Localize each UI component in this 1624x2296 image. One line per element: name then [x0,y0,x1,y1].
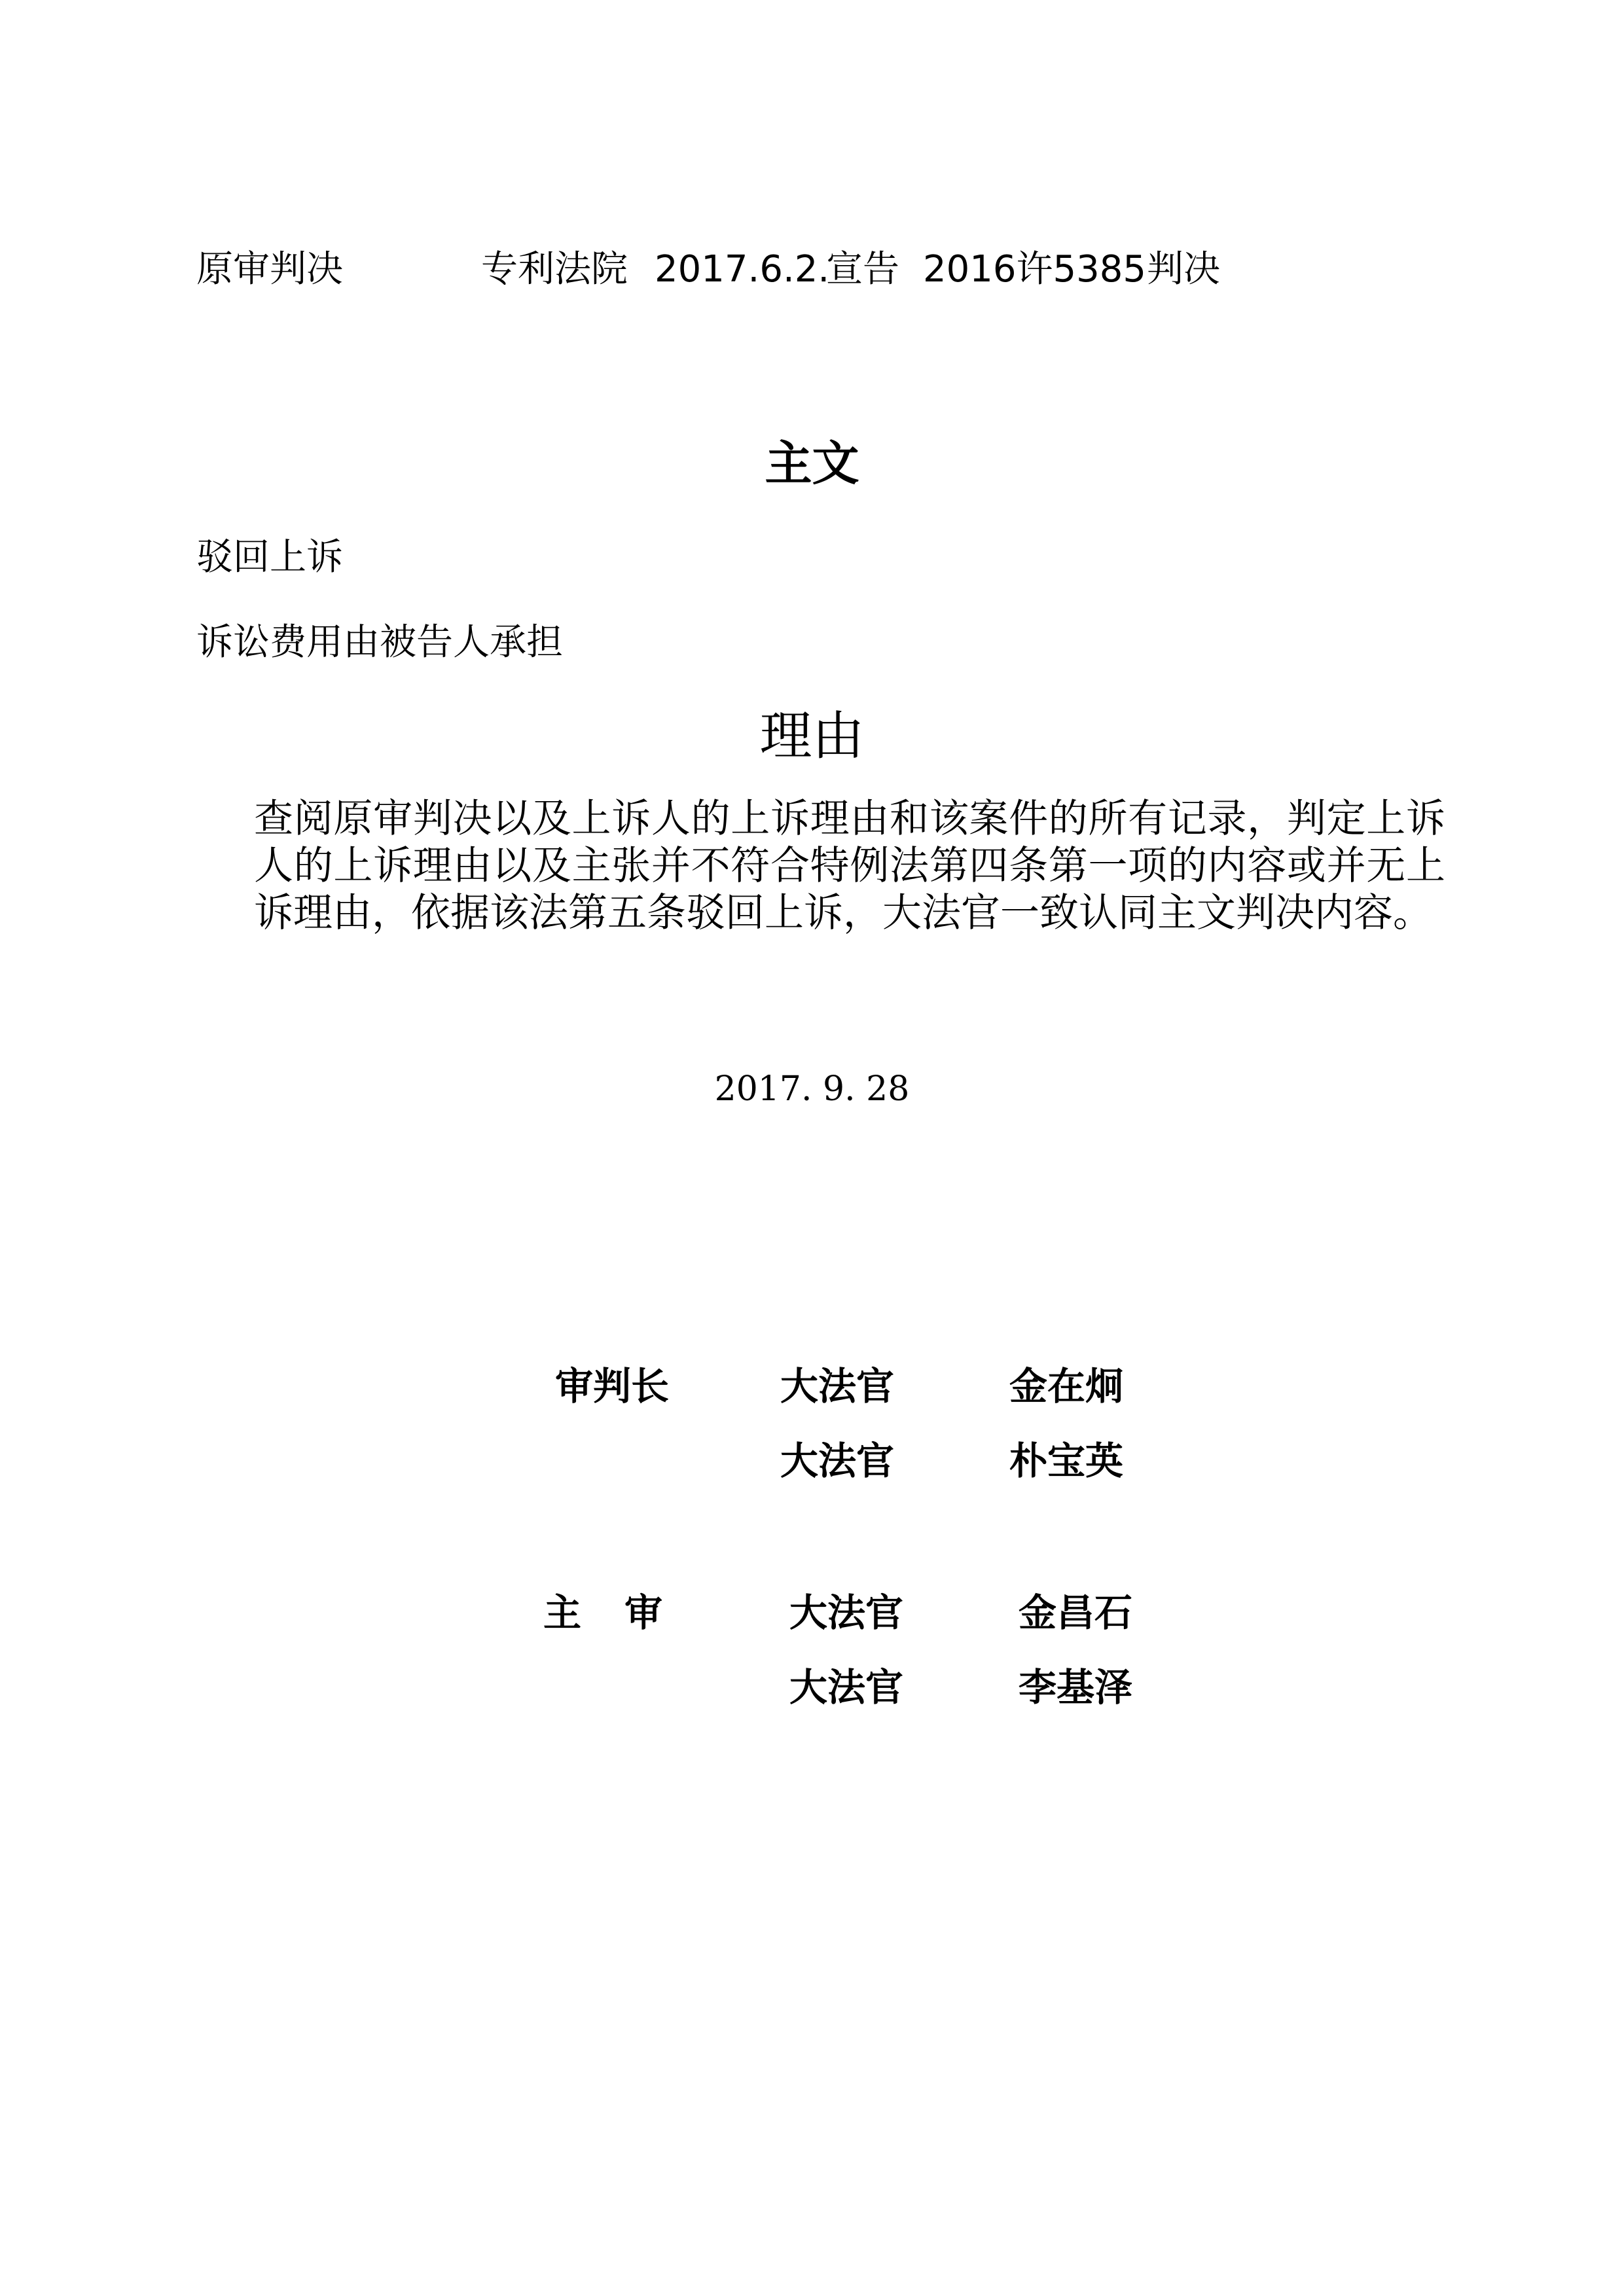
decision-date: 2017.6.2. [655,248,830,291]
main-text-item: 驳回上诉 [196,536,343,579]
reasons-title: 理由 [759,706,865,766]
judgment-label: 判决 [1147,248,1220,291]
signature-name: 李基泽 [1019,1665,1133,1710]
main-text-title: 主文 [765,436,859,491]
signature-title: 大法官 [789,1590,904,1635]
case-number: 2016许5385 [923,248,1147,291]
announced-label: 宣告 [826,248,899,291]
signature-title: 大法官 [789,1665,904,1710]
chief-judge-role: 主 审 [543,1590,666,1635]
reasons-body: 查阅原审判决以及上诉人的上诉理由和该案件的所有记录，判定上诉人的上诉理由以及主张并不符合特例法第四条第一项的内容或并无上诉理由，依据该法第五条驳回上诉，大法官一致认同主文判决内容。 [254,796,1445,936]
presiding-judge-role: 审判长 [555,1364,670,1408]
signature-name: 金在炯 [1009,1364,1124,1408]
signature-title: 大法官 [780,1439,895,1483]
signature-name: 金昌石 [1019,1590,1133,1635]
signature-title: 大法官 [780,1364,895,1408]
original-judgment-label: 原审判决 [196,248,343,291]
signature-name: 朴宝英 [1009,1439,1124,1483]
court-name: 专利法院 [481,248,628,291]
main-text-item: 诉讼费用由被告人承担 [196,621,563,664]
judgment-date: 2017. 9. 28 [714,1069,910,1109]
